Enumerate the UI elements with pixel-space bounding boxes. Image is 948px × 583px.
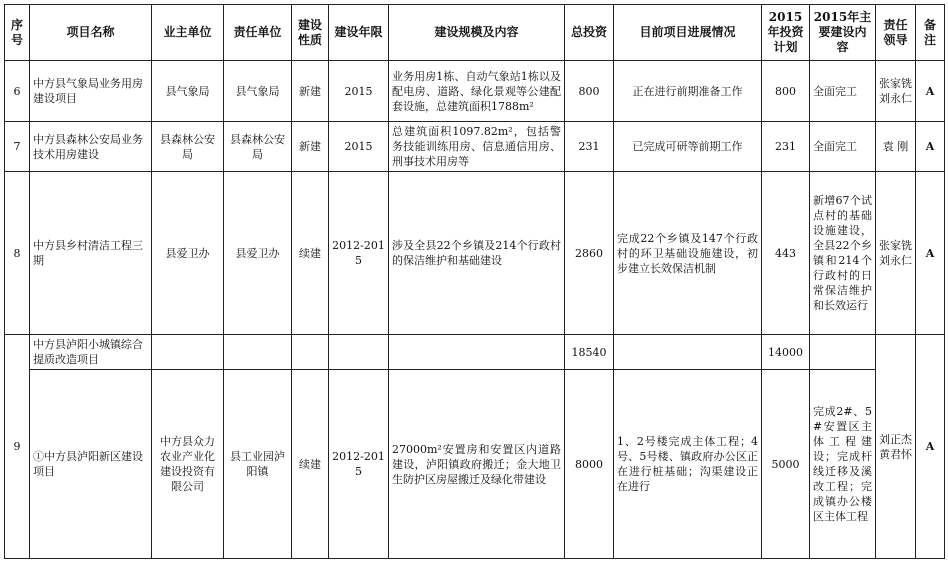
cell-content2015: 完成2#、5#安置区主体工程建设；完成杆线迁移及溪改工程；完成镇办公楼区主体工程 — [810, 370, 876, 559]
cell-note: A — [916, 172, 945, 335]
cell-note: A — [916, 122, 945, 172]
project-table — [4, 4, 945, 559]
header-total: 总投资 — [565, 5, 614, 61]
cell-leader: 张家铣刘永仁 — [876, 61, 916, 122]
cell-name: 中方县森林公安局业务技术用房建设 — [30, 122, 152, 172]
cell-nature: 新建 — [292, 122, 329, 172]
cell-total: 800 — [565, 61, 614, 122]
cell-content2015: 全面完工 — [810, 61, 876, 122]
header-note: 备注 — [916, 5, 945, 61]
cell-content2015: 新增67个试点村的基础设施建设，全县22个乡镇和214个行政村的日常保洁维护和长效运行 — [810, 172, 876, 335]
cell-total: 18540 — [565, 335, 614, 370]
cell-progress: 正在进行前期准备工作 — [614, 61, 762, 122]
cell-scope — [389, 335, 565, 370]
cell-responsible: 县工业园泸阳镇 — [224, 370, 292, 559]
header-seq: 序号 — [5, 5, 30, 61]
cell-progress: 已完成可研等前期工作 — [614, 122, 762, 172]
cell-period: 2015 — [329, 122, 389, 172]
cell-nature — [292, 335, 329, 370]
cell-scope: 业务用房1栋、自动气象站1栋以及配电房、道路、绿化景观等公建配套设施，总建筑面积1788m² — [389, 61, 565, 122]
cell-owner: 县爱卫办 — [152, 172, 224, 335]
header-nature: 建设性质 — [292, 5, 329, 61]
cell-plan2015: 14000 — [762, 335, 810, 370]
cell-content2015: 全面完工 — [810, 122, 876, 172]
cell-owner: 县森林公安局 — [152, 122, 224, 172]
cell-period — [329, 335, 389, 370]
cell-period: 2012-2015 — [329, 370, 389, 559]
header-content2015: 2015年主要建设内容 — [810, 5, 876, 61]
cell-seq: 6 — [5, 61, 30, 122]
table-row — [5, 335, 945, 370]
table-row — [5, 370, 945, 559]
cell-responsible: 县森林公安局 — [224, 122, 292, 172]
header-row — [5, 5, 945, 61]
cell-total: 8000 — [565, 370, 614, 559]
cell-name: 中方县气象局业务用房建设项目 — [30, 61, 152, 122]
cell-note: A — [916, 61, 945, 122]
table-row — [5, 172, 945, 335]
header-responsible: 责任单位 — [224, 5, 292, 61]
header-owner: 业主单位 — [152, 5, 224, 61]
cell-period: 2012-2015 — [329, 172, 389, 335]
cell-name: ①中方县泸阳新区建设项目 — [30, 370, 152, 559]
cell-owner — [152, 335, 224, 370]
cell-period: 2015 — [329, 61, 389, 122]
header-scope: 建设规模及内容 — [389, 5, 565, 61]
cell-nature: 续建 — [292, 172, 329, 335]
header-plan2015: 2015年投资计划 — [762, 5, 810, 61]
cell-leader: 袁 刚 — [876, 122, 916, 172]
cell-responsible: 县气象局 — [224, 61, 292, 122]
cell-progress: 完成22个乡镇及147个行政村的环卫基础设施建设，初步建立长效保洁机制 — [614, 172, 762, 335]
cell-seq: 7 — [5, 122, 30, 172]
cell-leader: 刘正杰黄君怀 — [876, 335, 916, 559]
header-name: 项目名称 — [30, 5, 152, 61]
cell-owner: 中方县众力农业产业化建设投资有限公司 — [152, 370, 224, 559]
cell-nature: 续建 — [292, 370, 329, 559]
cell-total: 2860 — [565, 172, 614, 335]
cell-total: 231 — [565, 122, 614, 172]
cell-leader: 张家铣刘永仁 — [876, 172, 916, 335]
cell-scope: 总建筑面积1097.82m²，包括警务技能训练用房、信息通信用房、刑事技术用房等 — [389, 122, 565, 172]
cell-plan2015: 443 — [762, 172, 810, 335]
document-page — [4, 4, 945, 559]
table-row — [5, 122, 945, 172]
header-leader: 责任领导 — [876, 5, 916, 61]
cell-responsible: 县爱卫办 — [224, 172, 292, 335]
cell-content2015 — [810, 335, 876, 370]
cell-scope: 27000m²安置房和安置区内道路建设，泸阳镇政府搬迁；金大地卫生防护区房屋搬迁及绿化带建设 — [389, 370, 565, 559]
table-row — [5, 61, 945, 122]
cell-plan2015: 800 — [762, 61, 810, 122]
cell-seq: 8 — [5, 172, 30, 335]
cell-plan2015: 231 — [762, 122, 810, 172]
cell-progress: 1、2号楼完成主体工程；4号、5号楼、镇政府办公区正在进行桩基础；沟渠建设正在进行 — [614, 370, 762, 559]
cell-nature: 新建 — [292, 61, 329, 122]
cell-name: 中方县泸阳小城镇综合提质改造项目 — [30, 335, 152, 370]
cell-note: A — [916, 335, 945, 559]
cell-seq: 9 — [5, 335, 30, 559]
cell-responsible — [224, 335, 292, 370]
cell-plan2015: 5000 — [762, 370, 810, 559]
cell-name: 中方县乡村清洁工程三期 — [30, 172, 152, 335]
header-progress: 目前项目进展情况 — [614, 5, 762, 61]
header-period: 建设年限 — [329, 5, 389, 61]
cell-progress — [614, 335, 762, 370]
cell-owner: 县气象局 — [152, 61, 224, 122]
cell-scope: 涉及全县22个乡镇及214个行政村的保洁维护和基础建设 — [389, 172, 565, 335]
